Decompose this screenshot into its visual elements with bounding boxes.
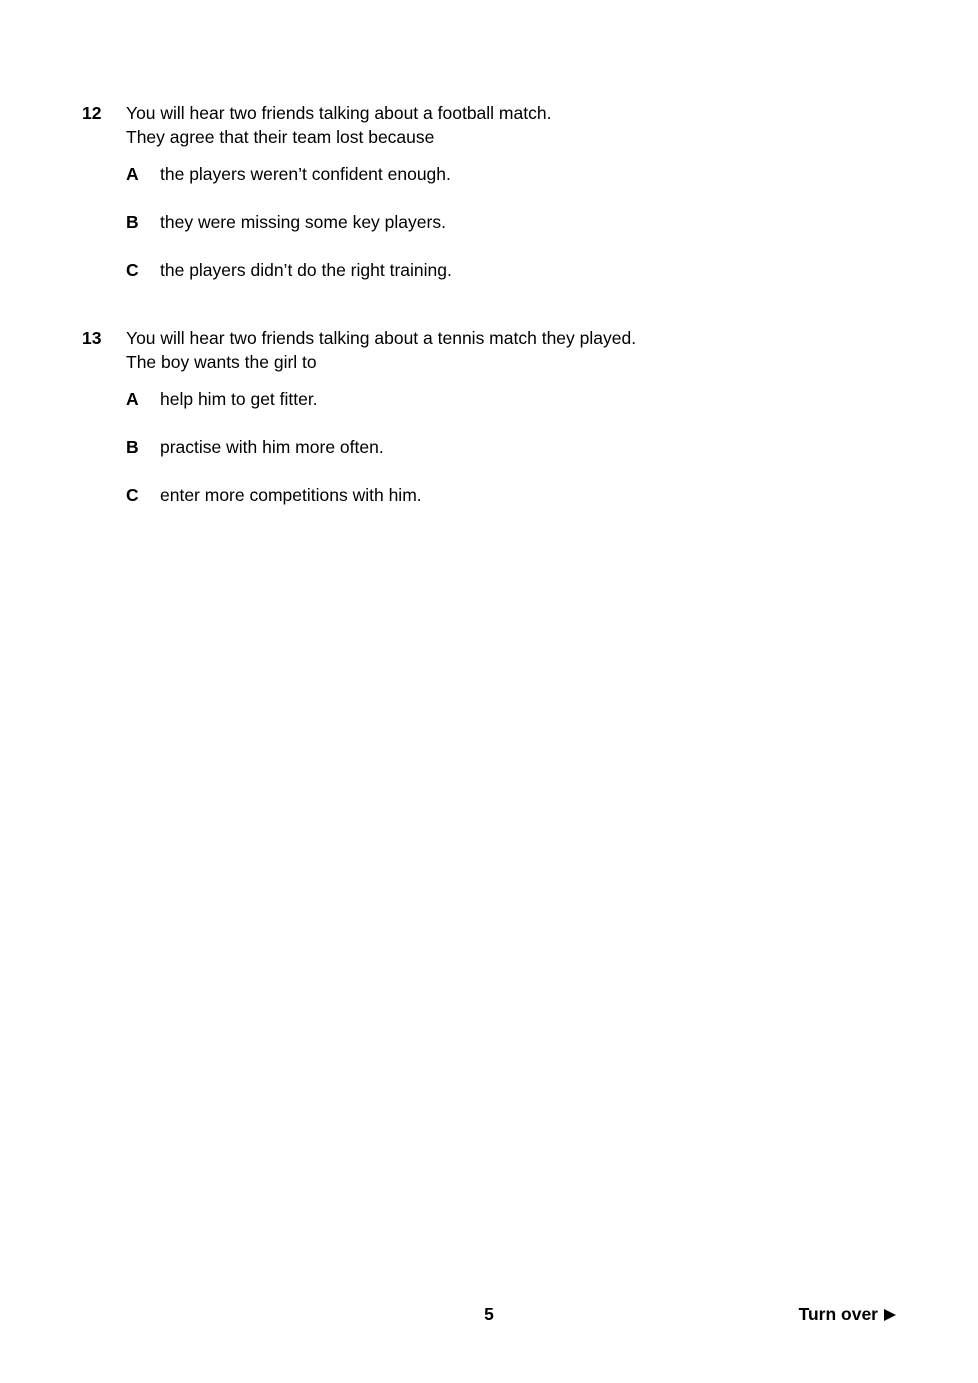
option-13-a[interactable]: [0, 387, 978, 411]
page-number: 5: [484, 1304, 494, 1324]
option-letter: A: [126, 164, 139, 184]
question-stem: [126, 101, 551, 149]
option-12-c[interactable]: [0, 258, 978, 282]
option-letter: A: [126, 389, 139, 409]
option-letter: B: [126, 437, 139, 457]
option-text: enter more competitions with him.: [160, 485, 422, 505]
question-stem: [126, 326, 636, 374]
right-triangle-arrow-icon: [884, 1309, 896, 1321]
option-letter: C: [126, 485, 139, 505]
option-letter: C: [126, 260, 139, 280]
turn-over: [799, 1302, 896, 1326]
option-text: the players didn’t do the right training.: [160, 260, 452, 280]
question-stem-line: They agree that their team lost because: [126, 127, 435, 147]
option-12-b[interactable]: [0, 210, 978, 234]
question-stem-line: You will hear two friends talking about a tennis match they played.: [126, 328, 637, 348]
question-stem-line: The boy wants the girl to: [126, 352, 317, 372]
option-13-b[interactable]: [0, 435, 978, 459]
question-number: 12: [82, 103, 102, 123]
option-text: the players weren’t confident enough.: [160, 164, 451, 184]
option-text: help him to get fitter.: [160, 389, 318, 409]
option-12-a[interactable]: [0, 162, 978, 186]
question-stem-line: You will hear two friends talking about a football match.: [126, 103, 552, 123]
option-text: they were missing some key players.: [160, 212, 446, 232]
option-text: practise with him more often.: [160, 437, 384, 457]
option-13-c[interactable]: [0, 483, 978, 507]
turn-over-label: Turn over: [798, 1304, 878, 1324]
question-number: 13: [82, 328, 102, 348]
option-letter: B: [126, 212, 139, 232]
